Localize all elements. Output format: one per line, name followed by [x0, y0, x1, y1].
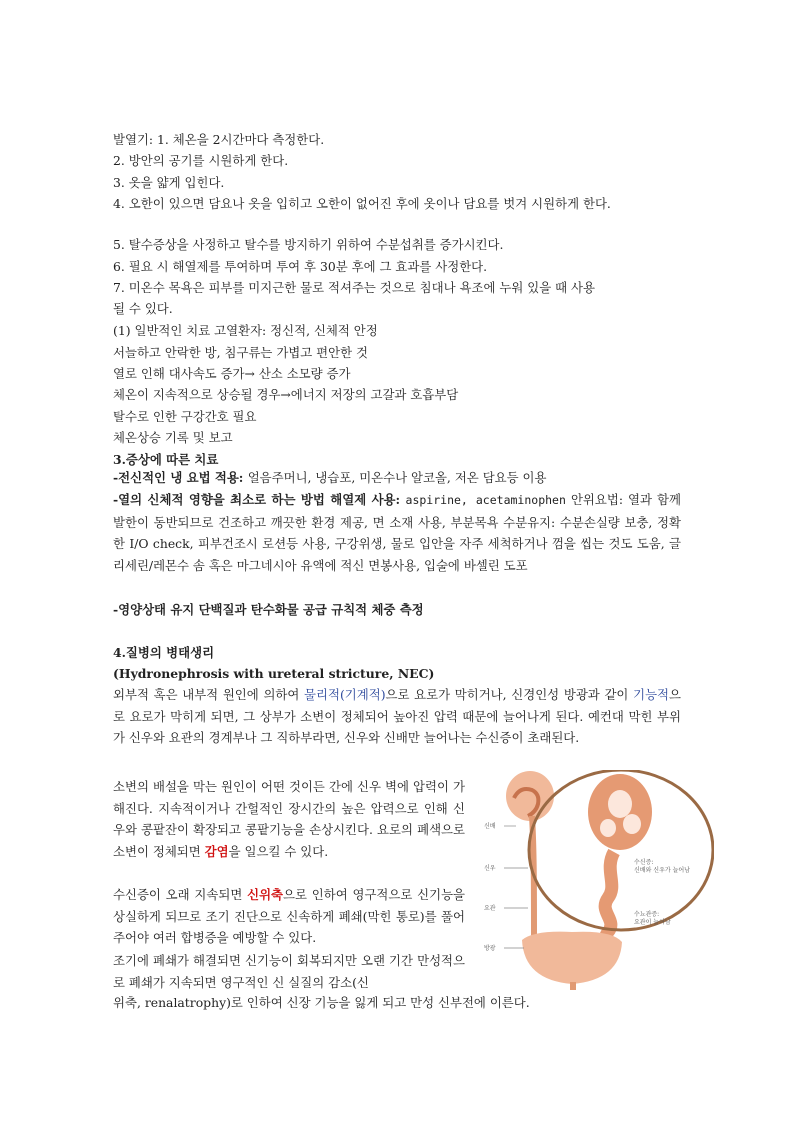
- patho-p1-physical: 물리적(기계적): [304, 687, 386, 702]
- label-hydroureter-title: 수뇨관증:: [634, 911, 660, 918]
- fever-line-1: 발열기: 1. 체온을 2시간마다 측정한다.: [113, 132, 325, 147]
- fever-line-10: 열로 인해 대사속도 증가→ 산소 소모량 증가: [113, 366, 351, 381]
- label-hydro-title: 수신증:: [634, 859, 654, 866]
- patho-paragraph-2: [113, 776, 465, 862]
- fever-line-13: 체온상승 기록 및 보고: [113, 430, 233, 445]
- label-hydro-desc: 신배와 신우가 늘어남: [634, 867, 690, 874]
- fever-line-7b: 될 수 있다.: [113, 301, 173, 316]
- bladder: [522, 932, 622, 984]
- symptom-p2-rest: 안위요법: 열과 함께 발한이 동반되므로 건조하고 깨끗한 환경 제공, 면 소재 사용, 부분목욕 수분유지: 수분손실량 보충, 정확한 I/O check, 피부건조시 로션등 사용, 구강위생, 물로 입안을 자주 세척하거나 껌을 씹는 것도 도움, 글리세린/레몬수 솜 혹은 마그네시아 유액에 적신 면봉사용, 입술에 바셀린 도포: [113, 492, 681, 573]
- fever-line-9: 서늘하고 안락한 방, 침구류는 가볍고 편안한 것: [113, 345, 368, 360]
- fever-line-11: 체온이 지속적으로 상승될 경우→에너지 저장의 고갈과 호흡부담: [113, 387, 459, 402]
- patho-paragraph-4: 조기에 폐쇄가 해결되면 신기능이 회복되지만 오랜 기간 만성적으로 폐쇄가 지속되면 영구적인 신 실질의 감소(신: [113, 953, 465, 990]
- patho-p2-a: 소변의 배설을 막는 원인이 어떤 것이든 간에 신우 벽에 압력이 가해진다. 지속적이거나 간헐적인 장시간의 높은 압력으로 인해 신우와 콩팥잔이 확장되고 콩팥기능을 손상시킨다. 요로의 폐색으로 소변이 정체되면: [113, 779, 465, 859]
- label-bladder: 방광: [484, 945, 496, 952]
- label-pelvis: 신우: [484, 865, 496, 872]
- hydro-calyx-2: [623, 814, 641, 834]
- label-calyx: 신배: [484, 823, 496, 830]
- symptom-paragraph-3: -영양상태 유지 단백질과 탄수화물 공급 규칙적 체중 측정: [113, 602, 424, 617]
- patho-p3-atrophy: 신위축: [247, 887, 284, 902]
- label-ureter: 요관: [484, 905, 496, 912]
- fever-line-7a: 7. 미온수 목욕은 피부를 미지근한 물로 적셔주는 것으로 침대나 욕조에 누워 있을 때 사용: [113, 280, 595, 295]
- symptom-p1-bold: -전신적인 냉 요법 적용:: [113, 470, 248, 485]
- patho-p1-a: 외부적 혹은 내부적 원인에 의하여: [113, 687, 305, 702]
- patho-p1-functional: 기능적: [633, 687, 670, 702]
- symptom-p2-drugs: aspirine, acetaminophen: [405, 493, 566, 507]
- fever-line-8: (1) 일반적인 치료 고열환자: 정신적, 신체적 안정: [113, 323, 378, 338]
- symptom-p1-rest: 얼음주머니, 냉습포, 미온수나 알코올, 저온 담요등 이용: [247, 470, 547, 485]
- patho-p1-c: 으로 요로가 막히거나, 신경인성 방광과 같이: [385, 687, 634, 702]
- hydro-calyx-1: [608, 790, 632, 818]
- fever-line-2: 2. 방안의 공기를 시원하게 한다.: [113, 153, 289, 168]
- hydronephrosis-diagram: [484, 770, 714, 990]
- label-hydroureter-desc: 요관이 늘어남: [634, 919, 671, 926]
- symptom-paragraph-2: [113, 489, 681, 576]
- patho-heading: 4.질병의 병태생리: [113, 645, 215, 660]
- patho-paragraph-1: [113, 684, 681, 749]
- fever-line-6: 6. 필요 시 해열제를 투여하며 투여 후 30분 후에 그 효과를 사정한다.: [113, 259, 488, 274]
- symptom-heading: 3.증상에 따른 치료: [113, 452, 219, 467]
- patho-p3-c: 으로 인하여 영구적으로 신기능을 상실하게 되므로 조기 진단으로 신속하게 폐쇄(막힌 통로)를 풀어주어야 여러 합병증을 예방할 수 있다.: [113, 887, 466, 946]
- patho-subheading: (Hydronephrosis with ureteral stricture, NEC): [113, 666, 435, 681]
- patho-p1-e: 으로 요로가 막히게 되면, 그 상부가 소변이 정체되어 높아진 압력 때문에 늘어나게 된다. 예컨대 막힌 부위가 신우와 요관의 경계부나 그 직하부라면, 신우와 신배만 늘어나는 수신증이 초래된다.: [113, 687, 681, 746]
- fever-line-3: 3. 옷을 얇게 입힌다.: [113, 175, 225, 190]
- urethra: [570, 982, 576, 990]
- fever-line-4: 4. 오한이 있으면 담요나 옷을 입히고 오한이 없어진 후에 옷이나 담요를 벗겨 시원하게 한다.: [113, 196, 611, 211]
- patho-p2-c: 을 일으킬 수 있다.: [228, 843, 329, 859]
- patho-p3-a: 수신증이 오래 지속되면: [113, 887, 248, 902]
- fever-line-12: 탈수로 인한 구강간호 필요: [113, 409, 257, 424]
- patho-p2-infection: 감염: [204, 843, 229, 859]
- patho-paragraph-3: [113, 884, 465, 949]
- fever-line-5: 5. 탈수증상을 사정하고 탈수를 방지하기 위하여 수분섭취를 증가시킨다.: [113, 237, 504, 252]
- patho-paragraph-5: 위축, renalatrophy)로 인하여 신장 기능을 잃게 되고 만성 신부전에 이른다.: [113, 995, 530, 1010]
- symptom-p2-bold: -열의 신체적 영향을 최소로 하는 방법 해열제 사용:: [113, 492, 406, 507]
- hydro-calyx-3: [600, 819, 616, 837]
- symptom-paragraph-1: [113, 467, 681, 489]
